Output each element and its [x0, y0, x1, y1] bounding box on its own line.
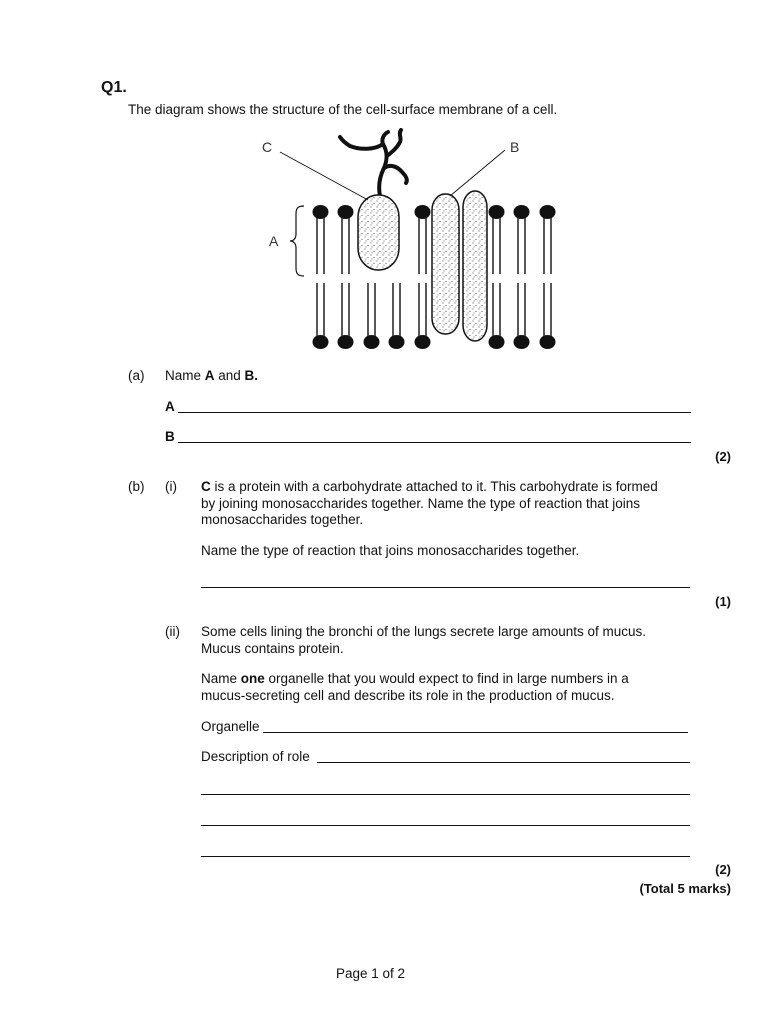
part-b-i-marks: (1)	[715, 594, 731, 609]
part-b-i-answer-line[interactable]	[201, 587, 690, 588]
protein-b	[432, 194, 459, 334]
part-a-prompt-b: B.	[244, 368, 259, 383]
description-label: Description of role	[201, 749, 310, 764]
part-b-ii-marks: (2)	[715, 862, 731, 877]
part-a-marks: (2)	[715, 449, 731, 464]
description-answer-line-3[interactable]	[201, 825, 690, 826]
organelle-label: Organelle	[201, 719, 260, 734]
part-b-i-roman: (i)	[165, 479, 177, 494]
leader-line-c	[280, 152, 368, 200]
part-b-ii-name-line2: mucus-secreting cell and describe its role in the production of mucus.	[201, 687, 615, 703]
phospholipid-heads-lower	[313, 335, 556, 349]
question-intro: The diagram shows the structure of the cell-surface membrane of a cell.	[128, 102, 558, 117]
answer-a-label: A	[165, 399, 175, 414]
part-b-ii-text	[201, 624, 701, 657]
part-b-i-line2: by joining monosaccharides together. Name the type of reaction that joins	[201, 495, 641, 511]
description-answer-line-4[interactable]	[201, 856, 690, 857]
description-answer-line-1[interactable]	[317, 762, 690, 763]
part-b-i-bold-c: C	[201, 479, 211, 494]
label-c: C	[262, 139, 273, 155]
part-b-ii-line1: Some cells lining the bronchi of the lungs secrete large amounts of mucus.	[201, 624, 646, 639]
question-number: Q1.	[101, 79, 127, 96]
part-b-i-instruction: Name the type of reaction that joins monosaccharides together.	[201, 543, 580, 558]
part-b-i-line3: monosaccharides together.	[201, 512, 364, 527]
protein-b-second-unit	[463, 191, 487, 341]
label-b: B	[510, 139, 520, 155]
bracket-a	[290, 206, 304, 276]
part-b-letter: (b)	[128, 479, 145, 494]
answer-b-label: B	[165, 429, 175, 444]
membrane-diagram	[250, 128, 570, 353]
part-a-letter: (a)	[128, 368, 145, 383]
part-b-ii-name-bold: one	[240, 671, 265, 686]
organelle-answer-line[interactable]	[263, 732, 688, 733]
part-b-ii-name-pre: Name	[201, 671, 241, 686]
page-number: Page 1 of 2	[336, 966, 406, 981]
glycoprotein-c	[340, 130, 407, 270]
part-a-prompt-mid: and	[214, 368, 245, 383]
answer-a-line[interactable]	[178, 412, 691, 413]
part-b-ii-name-instruction	[201, 671, 701, 704]
description-answer-line-2[interactable]	[201, 794, 690, 795]
part-a-prompt-a: A	[204, 368, 215, 383]
part-b-ii-name-post: organelle that you would expect to find in large numbers in a	[264, 671, 629, 686]
leader-line-b	[450, 150, 505, 196]
label-a: A	[269, 233, 279, 249]
part-b-i-text	[201, 479, 701, 529]
total-marks: (Total 5 marks)	[639, 881, 731, 896]
part-b-ii-line2: Mucus contains protein.	[201, 640, 344, 656]
answer-b-line[interactable]	[178, 442, 691, 443]
part-b-ii-roman: (ii)	[165, 624, 180, 639]
part-a-prompt-pre: Name	[165, 368, 205, 383]
part-b-i-line1: is a protein with a carbohydrate attached to it. This carbohydrate is formed	[210, 479, 658, 494]
part-a-prompt	[165, 368, 258, 383]
